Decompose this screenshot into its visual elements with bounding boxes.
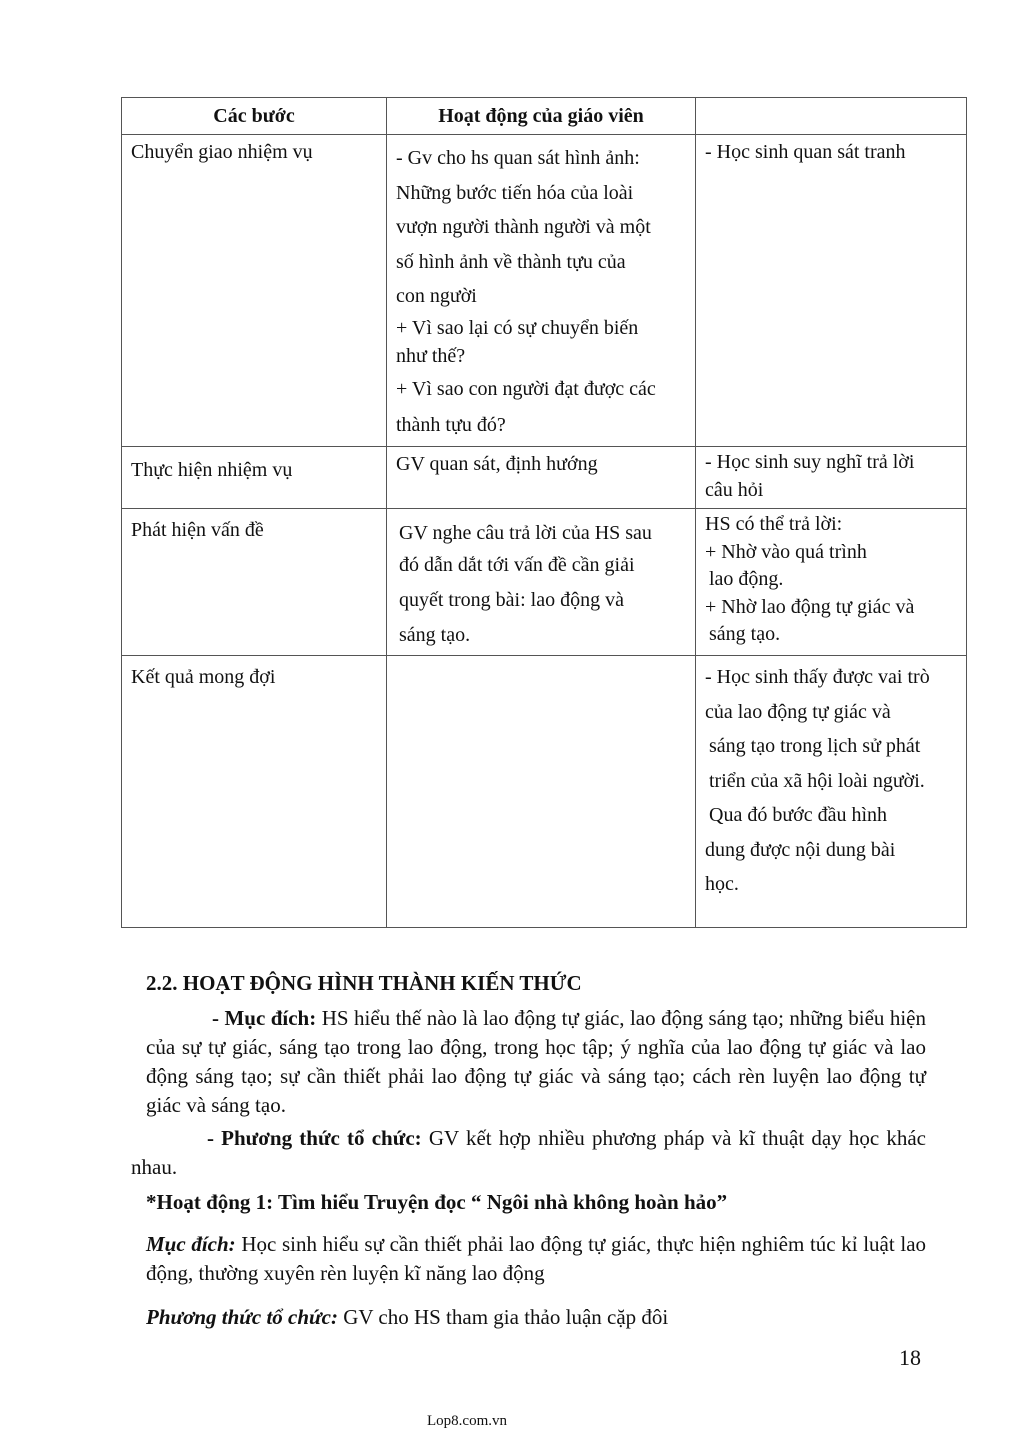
- header-steps: Các bước: [122, 98, 387, 135]
- purpose-paragraph: [146, 1004, 926, 1120]
- method-text: GV kết hợp nhiều phương pháp và kĩ thuật dạy học khác nhau.: [131, 1126, 926, 1179]
- header-teacher-activity: Hoạt động của giáo viên: [387, 98, 696, 135]
- step-cell: Chuyển giao nhiệm vụ: [122, 135, 387, 447]
- student-cell: - Học sinh thấy được vai trò của lao động tự giác và sáng tạo trong lịch sử phát triển của xã hội loài người. Qua đó bước đầu hình dung được nội dung bài học.: [696, 656, 967, 928]
- step-cell: Thực hiện nhiệm vụ: [122, 447, 387, 509]
- student-cell: HS có thể trả lời: + Nhờ vào quá trình lao động. + Nhờ lao động tự giác và sáng tạo.: [696, 509, 967, 656]
- teacher-cell: GV nghe câu trả lời của HS sau đó dẫn dắt tới vấn đề cần giải quyết trong bài: lao động và sáng tạo.: [387, 509, 696, 656]
- activity-method-paragraph: [146, 1303, 926, 1332]
- teacher-cell: GV quan sát, định hướng: [387, 447, 696, 509]
- step-cell: Kết quả mong đợi: [122, 656, 387, 928]
- table-row: [122, 656, 967, 928]
- section-heading: 2.2. HOẠT ĐỘNG HÌNH THÀNH KIẾN THỨC: [146, 971, 582, 995]
- purpose-text: HS hiểu thế nào là lao động tự giác, lao động sáng tạo; những biểu hiện của sự tự giác, sáng tạo trong lao động, trong học tập; ý nghĩa của lao động tự giác và lao động sáng tạo; sự cần thiết phải lao động tự giác và sáng tạo; cách rèn luyện lao động tự giác và sáng tạo.: [146, 1006, 927, 1117]
- table-row: [122, 509, 967, 656]
- activity-method-text: GV cho HS tham gia thảo luận cặp đôi: [343, 1305, 669, 1329]
- footer-site: Lop8.com.vn: [427, 1413, 507, 1429]
- activity-title: *Hoạt động 1: Tìm hiểu Truyện đọc “ Ngôi nhà không hoàn hảo”: [146, 1190, 728, 1214]
- table-row: [122, 447, 967, 509]
- activity-purpose-label: Mục đích:: [146, 1232, 236, 1256]
- activity-purpose-paragraph: [146, 1230, 926, 1288]
- method-label: - Phương thức tổ chức:: [207, 1126, 422, 1150]
- header-student-activity: [696, 98, 967, 135]
- method-paragraph: [131, 1124, 926, 1182]
- table-header-row: [122, 98, 967, 135]
- teacher-cell: - Gv cho hs quan sát hình ảnh: Những bước tiến hóa của loài vượn người thành người và một số hình ảnh về thành tựu của con người + Vì sao lại có sự chuyển biến như thế? + Vì sao con người đạt được các thành tựu đó?: [387, 135, 696, 447]
- teacher-cell: [387, 656, 696, 928]
- activity-purpose-text: Học sinh hiểu sự cần thiết phải lao động tự giác, thực hiện nghiêm túc kỉ luật lao động, thường xuyên rèn luyện kĩ năng lao động: [146, 1232, 927, 1285]
- lesson-plan-table: [121, 97, 967, 928]
- table-row: [122, 135, 967, 447]
- activity-method-label: Phương thức tổ chức:: [146, 1305, 338, 1329]
- purpose-label: - Mục đích:: [212, 1006, 317, 1030]
- student-cell: - Học sinh quan sát tranh: [696, 135, 967, 447]
- page-number: 18: [899, 1345, 921, 1370]
- step-cell: Phát hiện vấn đề: [122, 509, 387, 656]
- student-cell: - Học sinh suy nghĩ trả lời câu hỏi: [696, 447, 967, 509]
